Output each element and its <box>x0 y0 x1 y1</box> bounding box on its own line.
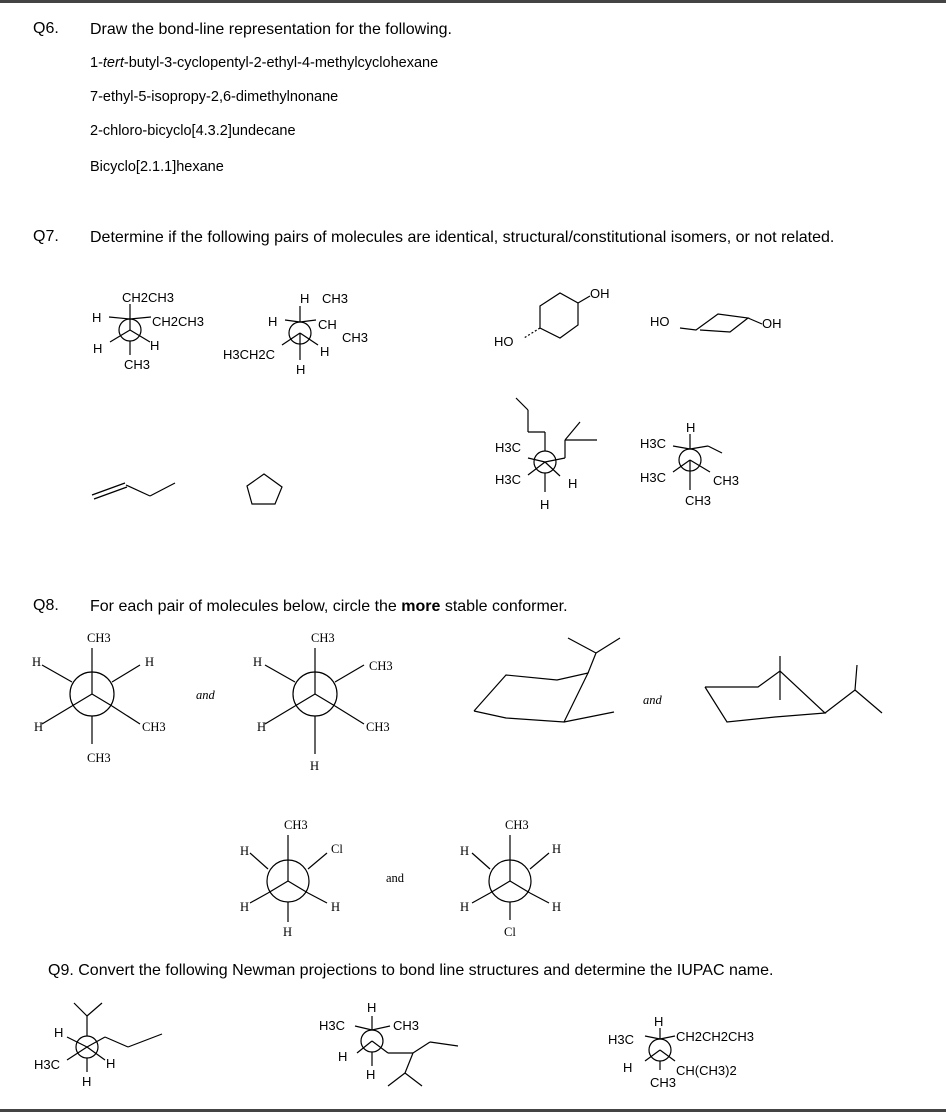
label-h3c: H3C <box>640 436 667 451</box>
q7-prompt: Determine if the following pairs of molecules are identical, structural/constitutional isomers, or not related. <box>90 229 835 246</box>
label-chch3-2: CH(CH3)2 <box>676 1063 737 1078</box>
label-ch: CH <box>318 317 337 332</box>
and-label: and <box>196 688 215 702</box>
label-h3c: H3C <box>608 1032 635 1047</box>
label-h: H <box>240 844 250 858</box>
and-label: and <box>386 871 405 885</box>
label-ch3: CH3 <box>366 720 390 734</box>
q9-newman-1 <box>34 1003 162 1089</box>
q8-prompt: For each pair of molecules below, circle the more stable conformer. <box>90 598 568 615</box>
q9-newman-3 <box>608 1014 754 1090</box>
label-h: H <box>106 1056 116 1071</box>
q7-butene <box>92 483 175 499</box>
label-h: H <box>460 844 470 858</box>
label-ch3: CH3 <box>311 631 335 645</box>
label-ch3: CH3 <box>713 473 740 488</box>
label-h3c: H3C <box>640 470 667 485</box>
label-ch3: CH3 <box>685 493 712 508</box>
label-h: H <box>331 900 341 914</box>
q7-number: Q7. <box>33 228 59 245</box>
label-h: H <box>82 1074 92 1089</box>
q8-newman-a <box>32 631 166 765</box>
q8-chair-d <box>705 656 882 722</box>
label-h: H <box>240 900 250 914</box>
label-h3c: H3C <box>495 472 522 487</box>
label-ch3: CH3 <box>142 720 166 734</box>
label-h: H <box>145 655 155 669</box>
q7-cyclopentane <box>247 474 282 504</box>
label-h: H <box>552 900 562 914</box>
q8-number: Q8. <box>33 597 59 614</box>
q7-newman-2 <box>223 291 368 377</box>
label-h: H <box>460 900 470 914</box>
q6-prompt: Draw the bond-line representation for the following. <box>90 21 452 38</box>
label-h: H <box>320 344 330 359</box>
label-cl: Cl <box>504 925 516 939</box>
label-h: H <box>300 291 310 306</box>
q6-number: Q6. <box>33 20 59 37</box>
label-h: H <box>338 1049 348 1064</box>
label-h: H <box>92 310 102 325</box>
label-ch2ch2ch3: CH2CH2CH3 <box>676 1029 755 1044</box>
label-h: H <box>366 1067 376 1082</box>
label-ch3: CH3 <box>284 818 308 832</box>
label-ch2ch3: CH2CH3 <box>122 290 175 305</box>
q9-newman-2 <box>319 1000 458 1086</box>
label-ch3: CH3 <box>124 357 151 372</box>
label-h3c: H3C <box>34 1057 61 1072</box>
label-ch3: CH3 <box>505 818 529 832</box>
q6-item-3: 2-chloro-bicyclo[4.3.2]undecane <box>90 123 296 139</box>
label-h: H <box>623 1060 633 1075</box>
label-h: H <box>686 420 696 435</box>
label-oh: OH <box>590 286 610 301</box>
and-label: and <box>643 693 662 707</box>
q6-item-4: Bicyclo[2.1.1]hexane <box>90 159 224 175</box>
label-h: H <box>150 338 160 353</box>
label-ch3: CH3 <box>87 751 111 765</box>
label-h: H <box>552 842 562 856</box>
q8-newman-b <box>253 631 393 773</box>
label-h: H <box>34 720 44 734</box>
label-ch3: CH3 <box>87 631 111 645</box>
label-ch3: CH3 <box>393 1018 420 1033</box>
label-h: H <box>253 655 263 669</box>
label-h: H <box>310 759 320 773</box>
label-h3ch2c: H3CH2C <box>223 347 276 362</box>
label-h: H <box>296 362 306 377</box>
label-h: H <box>93 341 103 356</box>
q6-item-2: 7-ethyl-5-isopropy-2,6-dimethylnonane <box>90 89 339 105</box>
q7-newman-4 <box>640 420 739 508</box>
bottom-rule <box>0 1109 946 1112</box>
label-h: H <box>540 497 550 512</box>
label-h3c: H3C <box>495 440 522 455</box>
q7-newman-3 <box>495 398 597 512</box>
q9-prompt: Q9. Convert the following Newman projections to bond line structures and determine the IUPAC name. <box>48 962 774 979</box>
q7-chair-diol <box>650 314 782 332</box>
label-h: H <box>367 1000 377 1015</box>
label-h: H <box>283 925 293 939</box>
label-ho: HO <box>650 314 670 329</box>
q8-newman-f <box>460 818 561 939</box>
label-h: H <box>54 1025 64 1040</box>
q7-newman-1 <box>92 290 204 372</box>
label-cl: Cl <box>331 842 343 856</box>
label-h: H <box>654 1014 664 1029</box>
q6-item-1: 1-tert-butyl-3-cyclopentyl-2-ethyl-4-methylcyclohexane <box>90 55 439 71</box>
label-ch3: CH3 <box>369 659 393 673</box>
label-h: H <box>257 720 267 734</box>
label-h: H <box>268 314 278 329</box>
label-ch2ch3: CH2CH3 <box>152 314 205 329</box>
q8-newman-e <box>240 818 343 939</box>
q8-chair-c <box>474 638 620 722</box>
label-ch3: CH3 <box>342 330 369 345</box>
label-oh: OH <box>762 316 782 331</box>
q7-cyclohexane-diol <box>494 286 610 349</box>
label-ch3: CH3 <box>322 291 349 306</box>
label-ch3: CH3 <box>650 1075 677 1090</box>
label-h: H <box>32 655 42 669</box>
label-ho: HO <box>494 334 514 349</box>
label-h3c: H3C <box>319 1018 346 1033</box>
label-h: H <box>568 476 578 491</box>
